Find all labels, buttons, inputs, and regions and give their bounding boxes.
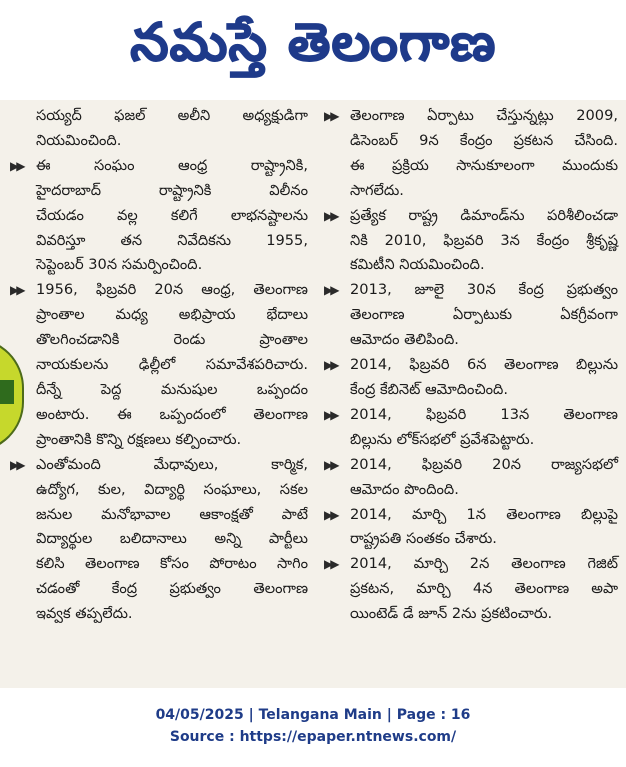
double-arrow-icon: ▶▶	[324, 457, 337, 472]
double-arrow-icon: ▶▶	[324, 208, 337, 223]
text-line: ఈ ప్రక్రియ సానుకూలంగా ముందుకు	[350, 156, 618, 174]
text-line: సాగలేదు.	[350, 181, 404, 199]
bullet-paragraph	[322, 403, 618, 453]
text-line: ప్రకటన, మార్చి 4న తెలంగాణ అపా	[350, 580, 618, 598]
text-line: నియమించింది.	[36, 131, 122, 149]
text-line: ప్రాంతానికి కొన్ని రక్షణలు కల్పించారు.	[36, 430, 242, 448]
double-arrow-icon: ▶▶	[324, 358, 337, 373]
text-line: ఇవ్వక తప్పలేదు.	[36, 605, 133, 623]
text-line: ఎంతోమంది మేధావులు, కార్మిక,	[36, 455, 308, 473]
double-arrow-icon: ▶▶	[324, 109, 337, 123]
text-line: బిల్లును లోక్‌సభలో ప్రవేశపెట్టారు.	[350, 430, 535, 448]
text-line: 1956, ఫిబ్రవరి 20న ఆంధ్ర, తెలంగాణ	[36, 281, 308, 299]
bullet-paragraph	[322, 278, 618, 353]
footer-edition-line: 04/05/2025 | Telangana Main | Page : 16	[155, 707, 471, 723]
text-line: డిసెంబర్ 9న కేంద్రం ప్రకటన చేసింది.	[350, 131, 618, 149]
text-line: కమిటీని నియమించింది.	[350, 256, 485, 274]
text-line: కలిసి తెలంగాణ కోసం పోరాటం సాగిం	[36, 555, 308, 573]
double-arrow-icon: ▶▶	[324, 283, 337, 298]
bullet-paragraph	[8, 453, 308, 627]
masthead-title: నమస్తే తెలంగాణ	[129, 12, 497, 73]
footer-source-line: Source : https://epaper.ntnews.com/	[169, 729, 457, 745]
text-line: తెలంగాణ ఏర్పాటు చేస్తున్నట్లు 2009,	[350, 107, 618, 124]
bullet-paragraph	[322, 204, 618, 279]
text-line: ఉద్యోగ, కుల, విద్యార్థి సంఘాలు, సకల	[36, 480, 308, 498]
text-line: సెప్టెంబర్ 30న సమర్పించింది.	[36, 256, 203, 274]
article-clipping	[0, 100, 626, 688]
bullet-paragraph	[8, 278, 308, 452]
bullet-paragraph	[8, 104, 308, 154]
text-line: ప్రత్యేక రాష్ట్ర డిమాండ్‌ను పరిశీలించడా	[350, 206, 618, 224]
text-line: సయ్యద్ ఫజల్ అలీని అధ్యక్షుడిగా	[36, 107, 308, 124]
bullet-paragraph	[322, 353, 618, 403]
text-line: చడంతో కేంద్ర ప్రభుత్వం తెలంగాణ	[36, 580, 308, 598]
text-line: నికి 2010, ఫిబ్రవరి 3న కేంద్రం శ్రీకృష్ణ	[350, 231, 618, 249]
text-line: చేయడం వల్ల కలిగే లాభనష్టాలను	[36, 206, 308, 224]
bullet-paragraph	[322, 104, 618, 204]
text-line: నాయకులను ఢిల్లీలో సమావేశపరిచారు.	[36, 356, 308, 374]
text-line: అంటారు. ఈ ఒప్పందంలో తెలంగాణ	[36, 405, 308, 423]
bullet-paragraph	[322, 503, 618, 553]
text-line: ఈ సంఘం ఆంధ్ర రాష్ట్రానికి,	[36, 156, 308, 174]
double-arrow-icon: ▶▶	[10, 457, 23, 472]
text-line: దీన్నే పెద్ద మనుషుల ఒప్పందం	[36, 380, 308, 398]
text-line: ఆమోదం తెలిపింది.	[350, 331, 459, 349]
double-arrow-icon: ▶▶	[324, 557, 337, 572]
double-arrow-icon: ▶▶	[324, 507, 337, 522]
text-line: జనుల మనోభావాల ఆకాంక్షతో పాటే	[36, 505, 308, 523]
text-line: హైదరాబాద్ రాష్ట్రానికి విలీనం	[36, 181, 308, 199]
text-line: విద్యార్థుల బలిదానాలు అన్ని పార్టీలు	[36, 530, 308, 548]
text-line: తెలంగాణ ఏర్పాటుకు ఏకగ్రీవంగా	[350, 306, 618, 324]
text-line: 2014, ఫిబ్రవరి 6న తెలంగాణ బిల్లును	[350, 356, 618, 374]
text-line: ప్రాంతాల మధ్య అభిప్రాయ భేదాలు	[36, 306, 308, 324]
text-line: ఆమోదం పొందింది.	[350, 480, 459, 498]
text-line: 2014, ఫిబ్రవరి 20న రాజ్యసభలో	[350, 455, 618, 473]
text-line: 2014, ఫిబ్రవరి 13న తెలంగాణ	[350, 405, 618, 423]
double-arrow-icon: ▶▶	[10, 283, 23, 298]
double-arrow-icon: ▶▶	[10, 158, 23, 173]
page-footer	[0, 704, 626, 748]
text-line: వివరిస్తూ తన నివేదికను 1955,	[36, 231, 308, 249]
text-line: రాష్ట్రపతి సంతకం చేశారు.	[350, 530, 497, 548]
left-text-column	[8, 104, 308, 627]
text-line: 2014, మార్చి 1న తెలంగాణ బిల్లుపై	[350, 505, 618, 523]
masthead-logo	[0, 0, 626, 98]
double-arrow-icon: ▶▶	[324, 407, 337, 422]
bullet-paragraph	[8, 154, 308, 279]
text-line: యింటెడ్ డే జూన్ 2ను ప్రకటించారు.	[350, 605, 553, 623]
bullet-paragraph	[322, 552, 618, 627]
text-line: తొలగించడానికి రెండు ప్రాంతాల	[36, 331, 308, 349]
text-line: 2013, జూలై 30న కేంద్ర ప్రభుత్వం	[350, 281, 618, 299]
text-line: కేంద్ర కేబినెట్ ఆమోదించింది.	[350, 380, 508, 398]
right-text-column	[322, 104, 618, 627]
bullet-paragraph	[322, 453, 618, 503]
text-line: 2014, మార్చి 2న తెలంగాణ గెజిట్	[350, 555, 618, 573]
